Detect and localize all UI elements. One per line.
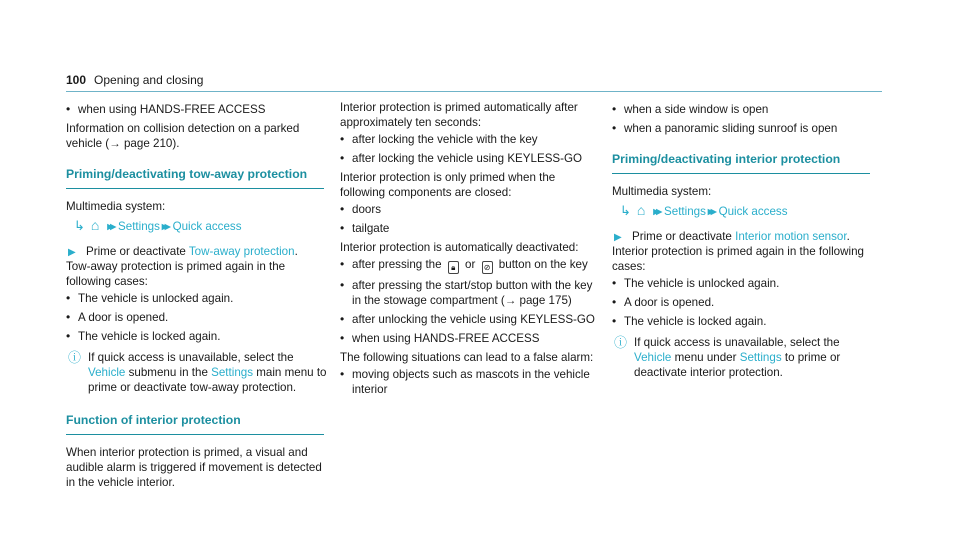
home-icon[interactable]: ⌂ bbox=[636, 202, 646, 218]
vehicle-link[interactable]: Vehicle bbox=[634, 351, 672, 364]
list-item: • when a side window is open bbox=[612, 102, 874, 117]
function-text: When interior protection is primed, a visual and audible alarm is triggered if movement is detected in the vehicle interior. bbox=[66, 446, 322, 489]
components-list bbox=[340, 202, 602, 236]
note-text: to prime or deactivate interior protection. bbox=[634, 351, 841, 379]
vehicle-link[interactable]: Vehicle bbox=[88, 366, 126, 379]
lock-key-icon: 🔒︎ bbox=[448, 261, 459, 274]
note-text: main menu to prime or deactivate tow-away protection. bbox=[88, 366, 327, 394]
note-text: menu under bbox=[671, 351, 740, 364]
step-text: Prime or deactivate bbox=[632, 230, 736, 243]
menu-path bbox=[612, 203, 874, 219]
double-chevron-icon: ▸▸ bbox=[653, 205, 660, 218]
menu-path bbox=[66, 218, 328, 234]
column-2 bbox=[340, 100, 602, 401]
deactivated-text: Interior protection is automatically deactivated: bbox=[340, 241, 579, 254]
step-suffix: . bbox=[294, 245, 298, 258]
quick-access-link[interactable]: Quick access bbox=[172, 220, 242, 233]
heading-interior: Priming/deactivating interior protection bbox=[612, 152, 870, 174]
home-icon[interactable]: ⌂ bbox=[90, 217, 100, 233]
step-text: Prime or deactivate bbox=[86, 245, 189, 258]
list-item: • when a panoramic sliding sunroof is open bbox=[612, 121, 874, 136]
list-item: • The vehicle is unlocked again. bbox=[66, 291, 328, 306]
primed-again-text: Interior protection is primed again in the following cases: bbox=[612, 245, 864, 273]
note bbox=[66, 350, 328, 395]
settings-link[interactable]: Settings bbox=[211, 366, 254, 379]
list-item: • moving objects such as mascots in the vehicle interior bbox=[340, 367, 602, 397]
list-item: • after pressing the start/stop button with the key in the stowage compartment (→ page 175) bbox=[340, 278, 602, 308]
item-text: button on the key bbox=[495, 258, 588, 271]
heading-function: Function of interior protection bbox=[66, 413, 324, 435]
column-1 bbox=[66, 100, 328, 490]
interior-motion-sensor-link[interactable]: Interior motion sensor bbox=[735, 230, 847, 243]
unlock-key-icon: ⊘ bbox=[482, 261, 493, 274]
double-chevron-icon: ▸▸ bbox=[107, 220, 114, 233]
double-chevron-icon: ▸▸ bbox=[161, 220, 168, 233]
info-icon: ⓘ bbox=[68, 350, 82, 365]
list-item: • The vehicle is unlocked again. bbox=[612, 276, 874, 291]
list-item: • The vehicle is locked again. bbox=[66, 329, 328, 344]
double-chevron-icon: ▸▸ bbox=[707, 205, 714, 218]
section-title: Opening and closing bbox=[94, 73, 204, 87]
item-text: or bbox=[461, 258, 479, 271]
deactivated-list bbox=[340, 257, 602, 346]
quick-access-link[interactable]: Quick access bbox=[718, 205, 788, 218]
step-suffix: . bbox=[846, 230, 850, 243]
list-item: • when using HANDS-FREE ACCESS bbox=[340, 331, 602, 346]
tow-away-protection-link[interactable]: Tow-away protection bbox=[188, 245, 295, 258]
note bbox=[612, 335, 874, 380]
step-arrow-icon: ▶ bbox=[68, 247, 76, 258]
settings-link[interactable]: Settings bbox=[739, 351, 782, 364]
list-item: • doors bbox=[340, 202, 602, 217]
list-item: • The vehicle is locked again. bbox=[612, 314, 874, 329]
list-item: • after locking the vehicle with the key bbox=[340, 132, 602, 147]
list-item bbox=[340, 257, 602, 274]
note-text: submenu in the bbox=[125, 366, 212, 379]
cases-list bbox=[612, 276, 874, 329]
collision-info: Information on collision detection on a parked vehicle (→ page 210). bbox=[66, 122, 300, 150]
heading-tow-away: Priming/deactivating tow-away protection bbox=[66, 167, 324, 189]
primed-again-text: Tow-away protection is primed again in the following cases: bbox=[66, 260, 286, 288]
header-rule bbox=[66, 91, 882, 92]
settings-link[interactable]: Settings bbox=[118, 220, 160, 233]
multimedia-label: Multimedia system: bbox=[66, 200, 166, 213]
settings-link[interactable]: Settings bbox=[664, 205, 706, 218]
column-3 bbox=[612, 100, 874, 380]
multimedia-label: Multimedia system: bbox=[612, 185, 712, 198]
page-number: 100 bbox=[66, 73, 87, 87]
note-text: If quick access is unavailable, select the bbox=[634, 336, 840, 349]
hook-arrow-icon: ↳ bbox=[620, 203, 631, 218]
only-primed-text: Interior protection is only primed when the following components are closed: bbox=[340, 171, 556, 199]
false-alarm-list bbox=[340, 367, 602, 397]
list-item: • tailgate bbox=[340, 221, 602, 236]
step-arrow-icon: ▶ bbox=[614, 232, 622, 243]
list-item: • A door is opened. bbox=[612, 295, 874, 310]
intro-text: Interior protection is primed automatically after approximately ten seconds: bbox=[340, 101, 578, 129]
list-item: • after unlocking the vehicle using KEYLESS-GO bbox=[340, 312, 602, 327]
auto-list bbox=[340, 132, 602, 166]
list-item: • after locking the vehicle using KEYLESS-GO bbox=[340, 151, 602, 166]
note-text: If quick access is unavailable, select the bbox=[88, 351, 294, 364]
false-alarm-text: The following situations can lead to a false alarm: bbox=[340, 351, 594, 364]
instruction-step bbox=[66, 244, 328, 259]
page-header bbox=[66, 73, 203, 88]
info-icon: ⓘ bbox=[614, 335, 628, 350]
list-item: • when using HANDS-FREE ACCESS bbox=[66, 102, 328, 117]
window-list bbox=[612, 102, 874, 136]
cases-list bbox=[66, 291, 328, 344]
bullet-list bbox=[66, 102, 328, 117]
hook-arrow-icon: ↳ bbox=[74, 218, 85, 233]
list-item: • A door is opened. bbox=[66, 310, 328, 325]
instruction-step bbox=[612, 229, 874, 244]
item-text: after pressing the bbox=[352, 258, 445, 271]
